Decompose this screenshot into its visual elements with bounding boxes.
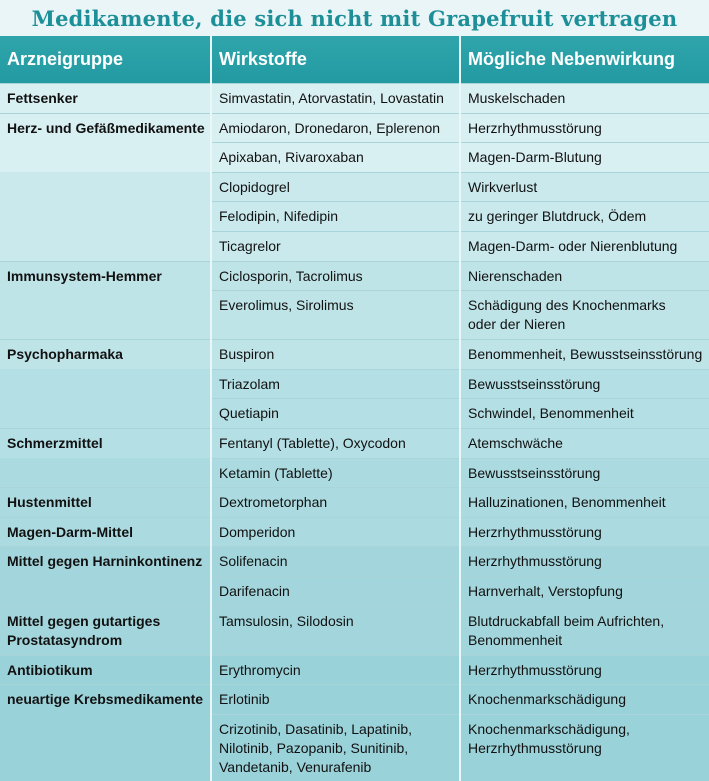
side-effect-cell: Muskelschaden (460, 84, 709, 114)
table-row (0, 428, 709, 458)
side-effect-cell: Blutdruckabfall beim Aufrichten, Benommenheit (460, 606, 709, 655)
side-effect-cell: Knochenmarkschädigung, Herzrhythmusstörung (460, 714, 709, 781)
side-effect-cell: Herzrhythmusstörung (460, 655, 709, 685)
table-row (0, 231, 709, 261)
header-drug-group: Arzneigruppe (0, 36, 211, 84)
substance-cell: Simvastatin, Atorvastatin, Lovastatin (211, 84, 460, 114)
substance-cell: Domperidon (211, 517, 460, 547)
table-row (0, 291, 709, 340)
title-bar (0, 0, 709, 36)
group-cell: Mittel gegen Harninkontinenz (0, 547, 211, 577)
substance-cell: Buspiron (211, 340, 460, 370)
side-effect-cell: Bewusstseinsstörung (460, 369, 709, 399)
side-effect-cell: Benommenheit, Bewusstseinsstörung (460, 340, 709, 370)
table-row (0, 369, 709, 399)
side-effect-cell: Herzrhythmusstörung (460, 113, 709, 143)
group-cell (0, 143, 211, 173)
group-cell: Antibiotikum (0, 655, 211, 685)
table-header-row (0, 36, 709, 84)
substance-cell: Fentanyl (Tablette), Oxycodon (211, 428, 460, 458)
group-cell (0, 399, 211, 429)
substance-cell: Apixaban, Rivaroxaban (211, 143, 460, 173)
group-cell: neuartige Krebsmedikamente (0, 685, 211, 715)
substance-cell: Crizotinib, Dasatinib, Lapatinib, Nilotinib, Pazopanib, Sunitinib, Vandetanib, Venurafenib (211, 714, 460, 781)
side-effect-cell: Atemschwäche (460, 428, 709, 458)
table-row (0, 399, 709, 429)
table-row (0, 685, 709, 715)
header-side-effect: Mögliche Nebenwirkung (460, 36, 709, 84)
substance-cell: Tamsulosin, Silodosin (211, 606, 460, 655)
table-row (0, 517, 709, 547)
header-substances: Wirkstoffe (211, 36, 460, 84)
substance-cell: Clopidogrel (211, 172, 460, 202)
table-row (0, 576, 709, 606)
side-effect-cell: Magen-Darm- oder Nierenblutung (460, 231, 709, 261)
side-effect-cell: Schädigung des Knochenmarks oder der Nieren (460, 291, 709, 340)
substance-cell: Ciclosporin, Tacrolimus (211, 261, 460, 291)
group-cell: Mittel gegen gutartiges Prostatasyndrom (0, 606, 211, 655)
substance-cell: Everolimus, Sirolimus (211, 291, 460, 340)
side-effect-cell: zu geringer Blutdruck, Ödem (460, 202, 709, 232)
substance-cell: Dextrometorphan (211, 488, 460, 518)
page-title: Medikamente, die sich nicht mit Grapefruit vertragen (31, 5, 678, 31)
group-cell: Fettsenker (0, 84, 211, 114)
table-row (0, 488, 709, 518)
side-effect-cell: Wirkverlust (460, 172, 709, 202)
side-effect-cell: Herzrhythmusstörung (460, 547, 709, 577)
table-row (0, 261, 709, 291)
substance-cell: Ticagrelor (211, 231, 460, 261)
side-effect-cell: Herzrhythmusstörung (460, 517, 709, 547)
group-cell (0, 458, 211, 488)
table-row (0, 714, 709, 781)
table-body (0, 84, 709, 781)
group-cell: Psychopharmaka (0, 340, 211, 370)
group-cell: Schmerzmittel (0, 428, 211, 458)
table-row (0, 84, 709, 114)
side-effect-cell: Knochenmarkschädigung (460, 685, 709, 715)
side-effect-cell: Nierenschaden (460, 261, 709, 291)
group-cell: Magen-Darm-Mittel (0, 517, 211, 547)
table-row (0, 143, 709, 173)
table-row (0, 547, 709, 577)
substance-cell: Quetiapin (211, 399, 460, 429)
table-row (0, 606, 709, 655)
group-cell (0, 172, 211, 202)
group-cell (0, 576, 211, 606)
group-cell (0, 231, 211, 261)
side-effect-cell: Harnverhalt, Verstopfung (460, 576, 709, 606)
substance-cell: Ketamin (Tablette) (211, 458, 460, 488)
table-row (0, 202, 709, 232)
table-row (0, 113, 709, 143)
side-effect-cell: Halluzinationen, Benommenheit (460, 488, 709, 518)
substance-cell: Solifenacin (211, 547, 460, 577)
group-cell (0, 369, 211, 399)
group-cell (0, 714, 211, 781)
side-effect-cell: Schwindel, Benommenheit (460, 399, 709, 429)
substance-cell: Darifenacin (211, 576, 460, 606)
substance-cell: Felodipin, Nifedipin (211, 202, 460, 232)
group-cell: Hustenmittel (0, 488, 211, 518)
interaction-table (0, 36, 709, 781)
table-row (0, 655, 709, 685)
substance-cell: Erythromycin (211, 655, 460, 685)
side-effect-cell: Magen-Darm-Blutung (460, 143, 709, 173)
table-row (0, 340, 709, 370)
substance-cell: Erlotinib (211, 685, 460, 715)
side-effect-cell: Bewusstseinsstörung (460, 458, 709, 488)
group-cell (0, 291, 211, 340)
table-row (0, 458, 709, 488)
substance-cell: Amiodaron, Dronedaron, Eplerenon (211, 113, 460, 143)
group-cell: Herz- und Gefäßmedikamente (0, 113, 211, 143)
substance-cell: Triazolam (211, 369, 460, 399)
group-cell: Immunsystem-Hemmer (0, 261, 211, 291)
group-cell (0, 202, 211, 232)
table-row (0, 172, 709, 202)
